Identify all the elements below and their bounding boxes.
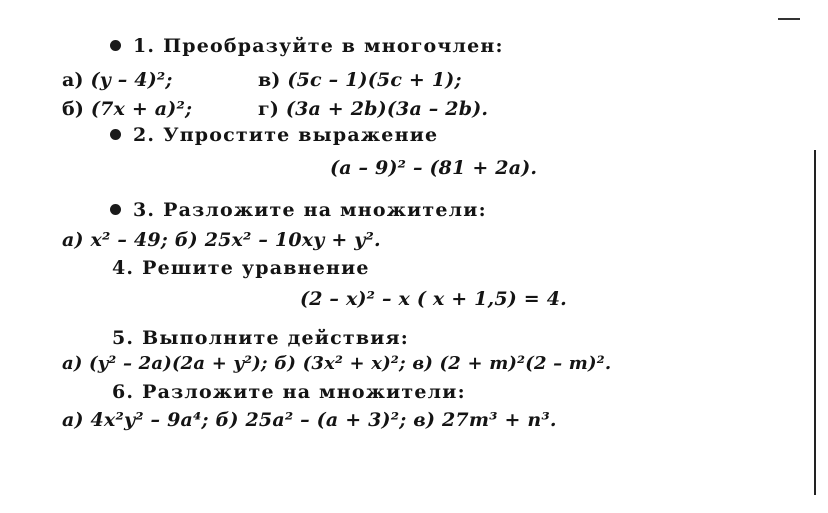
task-1-g-expression: (3a + 2b)(3a – 2b). <box>285 98 489 120</box>
task-5-row <box>62 352 611 376</box>
task-1-a-expression: (y – 4)²; <box>90 69 173 91</box>
task-6-number: 6. <box>112 381 135 403</box>
task-1-b-label: б) <box>62 98 85 120</box>
bullet-icon <box>110 40 121 51</box>
scan-edge-mark <box>778 18 800 20</box>
task-1-a-label: а) <box>62 69 84 91</box>
task-1-row-1-right <box>258 68 462 92</box>
task-6-title: Разложите на множители: <box>142 381 466 403</box>
task-5-expressions: а) (y² – 2a)(2a + y²); б) (3x² + x)²; в) (2 + m)²(2 – m)². <box>62 353 612 374</box>
task-4-equation-row <box>300 287 567 311</box>
task-4-title: Решите уравнение <box>142 257 370 279</box>
task-2-title: Упростите выражение <box>163 124 439 146</box>
task-5-title: Выполните действия: <box>142 327 409 349</box>
task-1-b-expression: (7x + a)²; <box>90 98 193 120</box>
task-6-header <box>112 380 466 404</box>
task-6-expressions: а) 4x²y² – 9a⁴; б) 25a² – (a + 3)²; в) 27m³ + n³. <box>62 409 557 431</box>
task-1-number: 1. <box>133 35 156 57</box>
bullet-icon <box>110 204 121 215</box>
task-4-number: 4. <box>112 257 135 279</box>
task-3-expressions: а) x² – 49; б) 25x² – 10xy + y². <box>62 229 381 251</box>
task-4-header <box>112 256 370 280</box>
task-2-expression-row <box>330 156 537 180</box>
scan-edge-line <box>814 150 816 495</box>
task-1-g-label: г) <box>258 98 280 120</box>
task-1-v-label: в) <box>258 69 281 91</box>
task-3-title: Разложите на множители: <box>163 199 487 221</box>
task-1-v-expression: (5c – 1)(5c + 1); <box>287 69 462 91</box>
task-1-row-2-right <box>258 97 488 121</box>
task-6-row <box>62 408 557 432</box>
task-1-row-1 <box>62 68 173 92</box>
task-3-row <box>62 228 381 252</box>
task-1-row-2 <box>62 97 192 121</box>
task-2-header <box>110 123 438 147</box>
task-3-header <box>110 198 487 222</box>
bullet-icon <box>110 129 121 140</box>
task-2-number: 2. <box>133 124 156 146</box>
task-5-number: 5. <box>112 327 135 349</box>
task-1-title: Преобразуйте в многочлен: <box>163 35 504 57</box>
task-2-expression: (a – 9)² – (81 + 2a). <box>330 157 538 179</box>
task-4-equation: (2 – x)² – x ( x + 1,5) = 4. <box>300 288 567 310</box>
task-3-number: 3. <box>133 199 156 221</box>
task-1-header <box>110 34 504 58</box>
task-5-header <box>112 326 409 350</box>
